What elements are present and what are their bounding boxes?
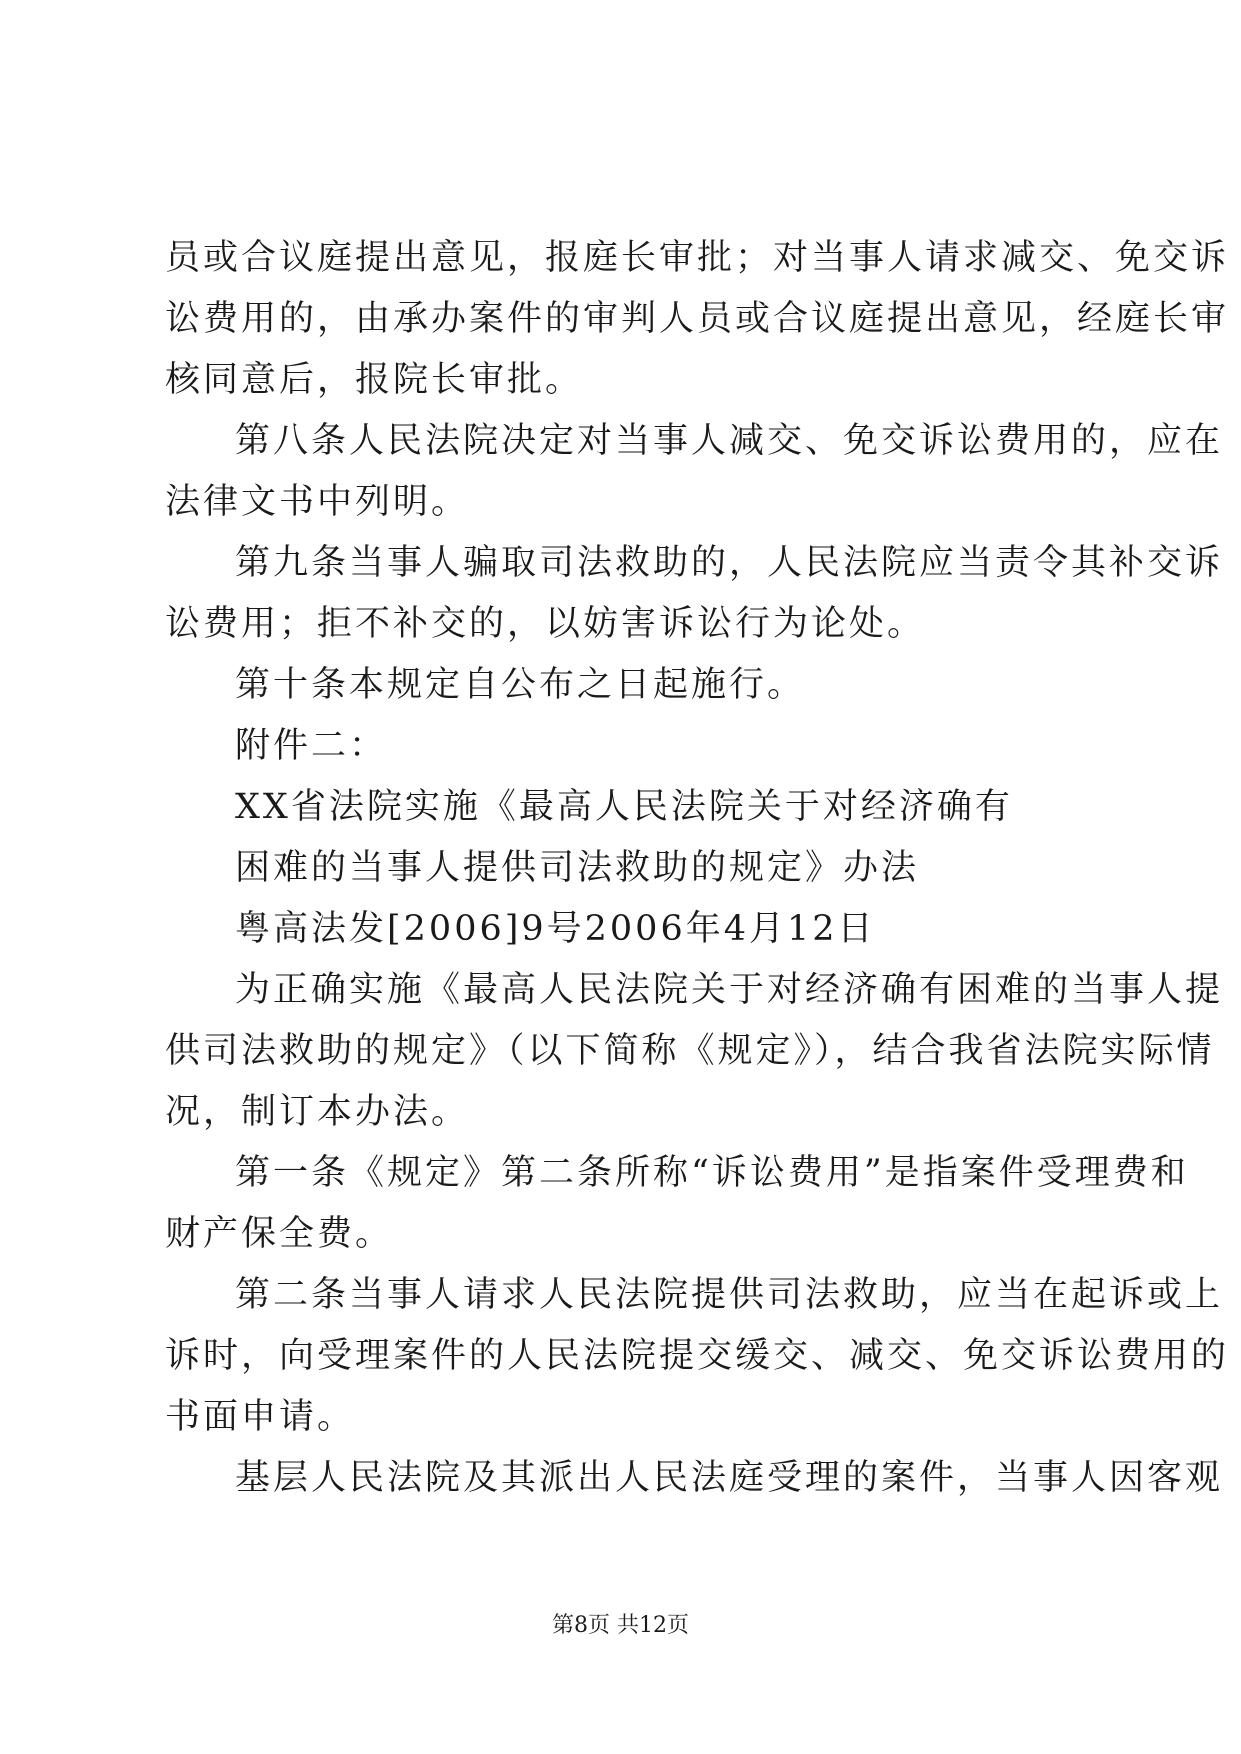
article-1-paragraph-start: 第一条《规定》第二条所称“诉讼费用”是指案件受理费和 bbox=[235, 1153, 1189, 1193]
article-9-paragraph-start: 第九条当事人骗取司法救助的，人民法院应当责令其补交诉 bbox=[235, 543, 1224, 583]
article-10-paragraph: 第十条本规定自公布之日起施行。 bbox=[235, 665, 806, 705]
text-line: 核同意后，报院长审批。 bbox=[165, 360, 584, 400]
text-line: 员或合议庭提出意见，报庭长审批；对当事人请求减交、免交诉 bbox=[165, 238, 1230, 278]
attachment-title-line-1: XX省法院实施《最高人民法院关于对经济确有 bbox=[235, 787, 1013, 827]
article-2-paragraph-start: 第二条当事人请求人民法院提供司法救助，应当在起诉或上 bbox=[235, 1275, 1224, 1315]
page-number-footer: 第8页 共12页 bbox=[552, 1613, 689, 1638]
text-line: 供司法救助的规定》（以下简称《规定》），结合我省法院实际情 bbox=[165, 1031, 1215, 1071]
document-body bbox=[165, 228, 1230, 1509]
paragraph-start: 基层人民法院及其派出人民法庭受理的案件，当事人因客观 bbox=[235, 1458, 1224, 1498]
text-line: 况，制订本办法。 bbox=[165, 1092, 470, 1132]
preamble-paragraph-start: 为正确实施《最高人民法院关于对经济确有困难的当事人提 bbox=[235, 970, 1224, 1010]
article-8-paragraph-start: 第八条人民法院决定对当事人减交、免交诉讼费用的，应在 bbox=[235, 421, 1224, 461]
text-line: 书面申请。 bbox=[165, 1397, 356, 1437]
document-number-date: 粤高法发[2006]9号2006年4月12日 bbox=[235, 909, 876, 949]
text-line: 讼费用的，由承办案件的审判人员或合议庭提出意见，经庭长审 bbox=[165, 299, 1230, 339]
attachment-heading: 附件二： bbox=[235, 726, 388, 766]
attachment-title-line-2: 困难的当事人提供司法救助的规定》办法 bbox=[235, 848, 920, 888]
text-line: 诉时，向受理案件的人民法院提交缓交、减交、免交诉讼费用的 bbox=[165, 1336, 1230, 1376]
text-line: 财产保全费。 bbox=[165, 1214, 394, 1254]
text-line: 讼费用；拒不补交的，以妨害诉讼行为论处。 bbox=[165, 604, 926, 644]
text-line: 法律文书中列明。 bbox=[165, 482, 470, 522]
